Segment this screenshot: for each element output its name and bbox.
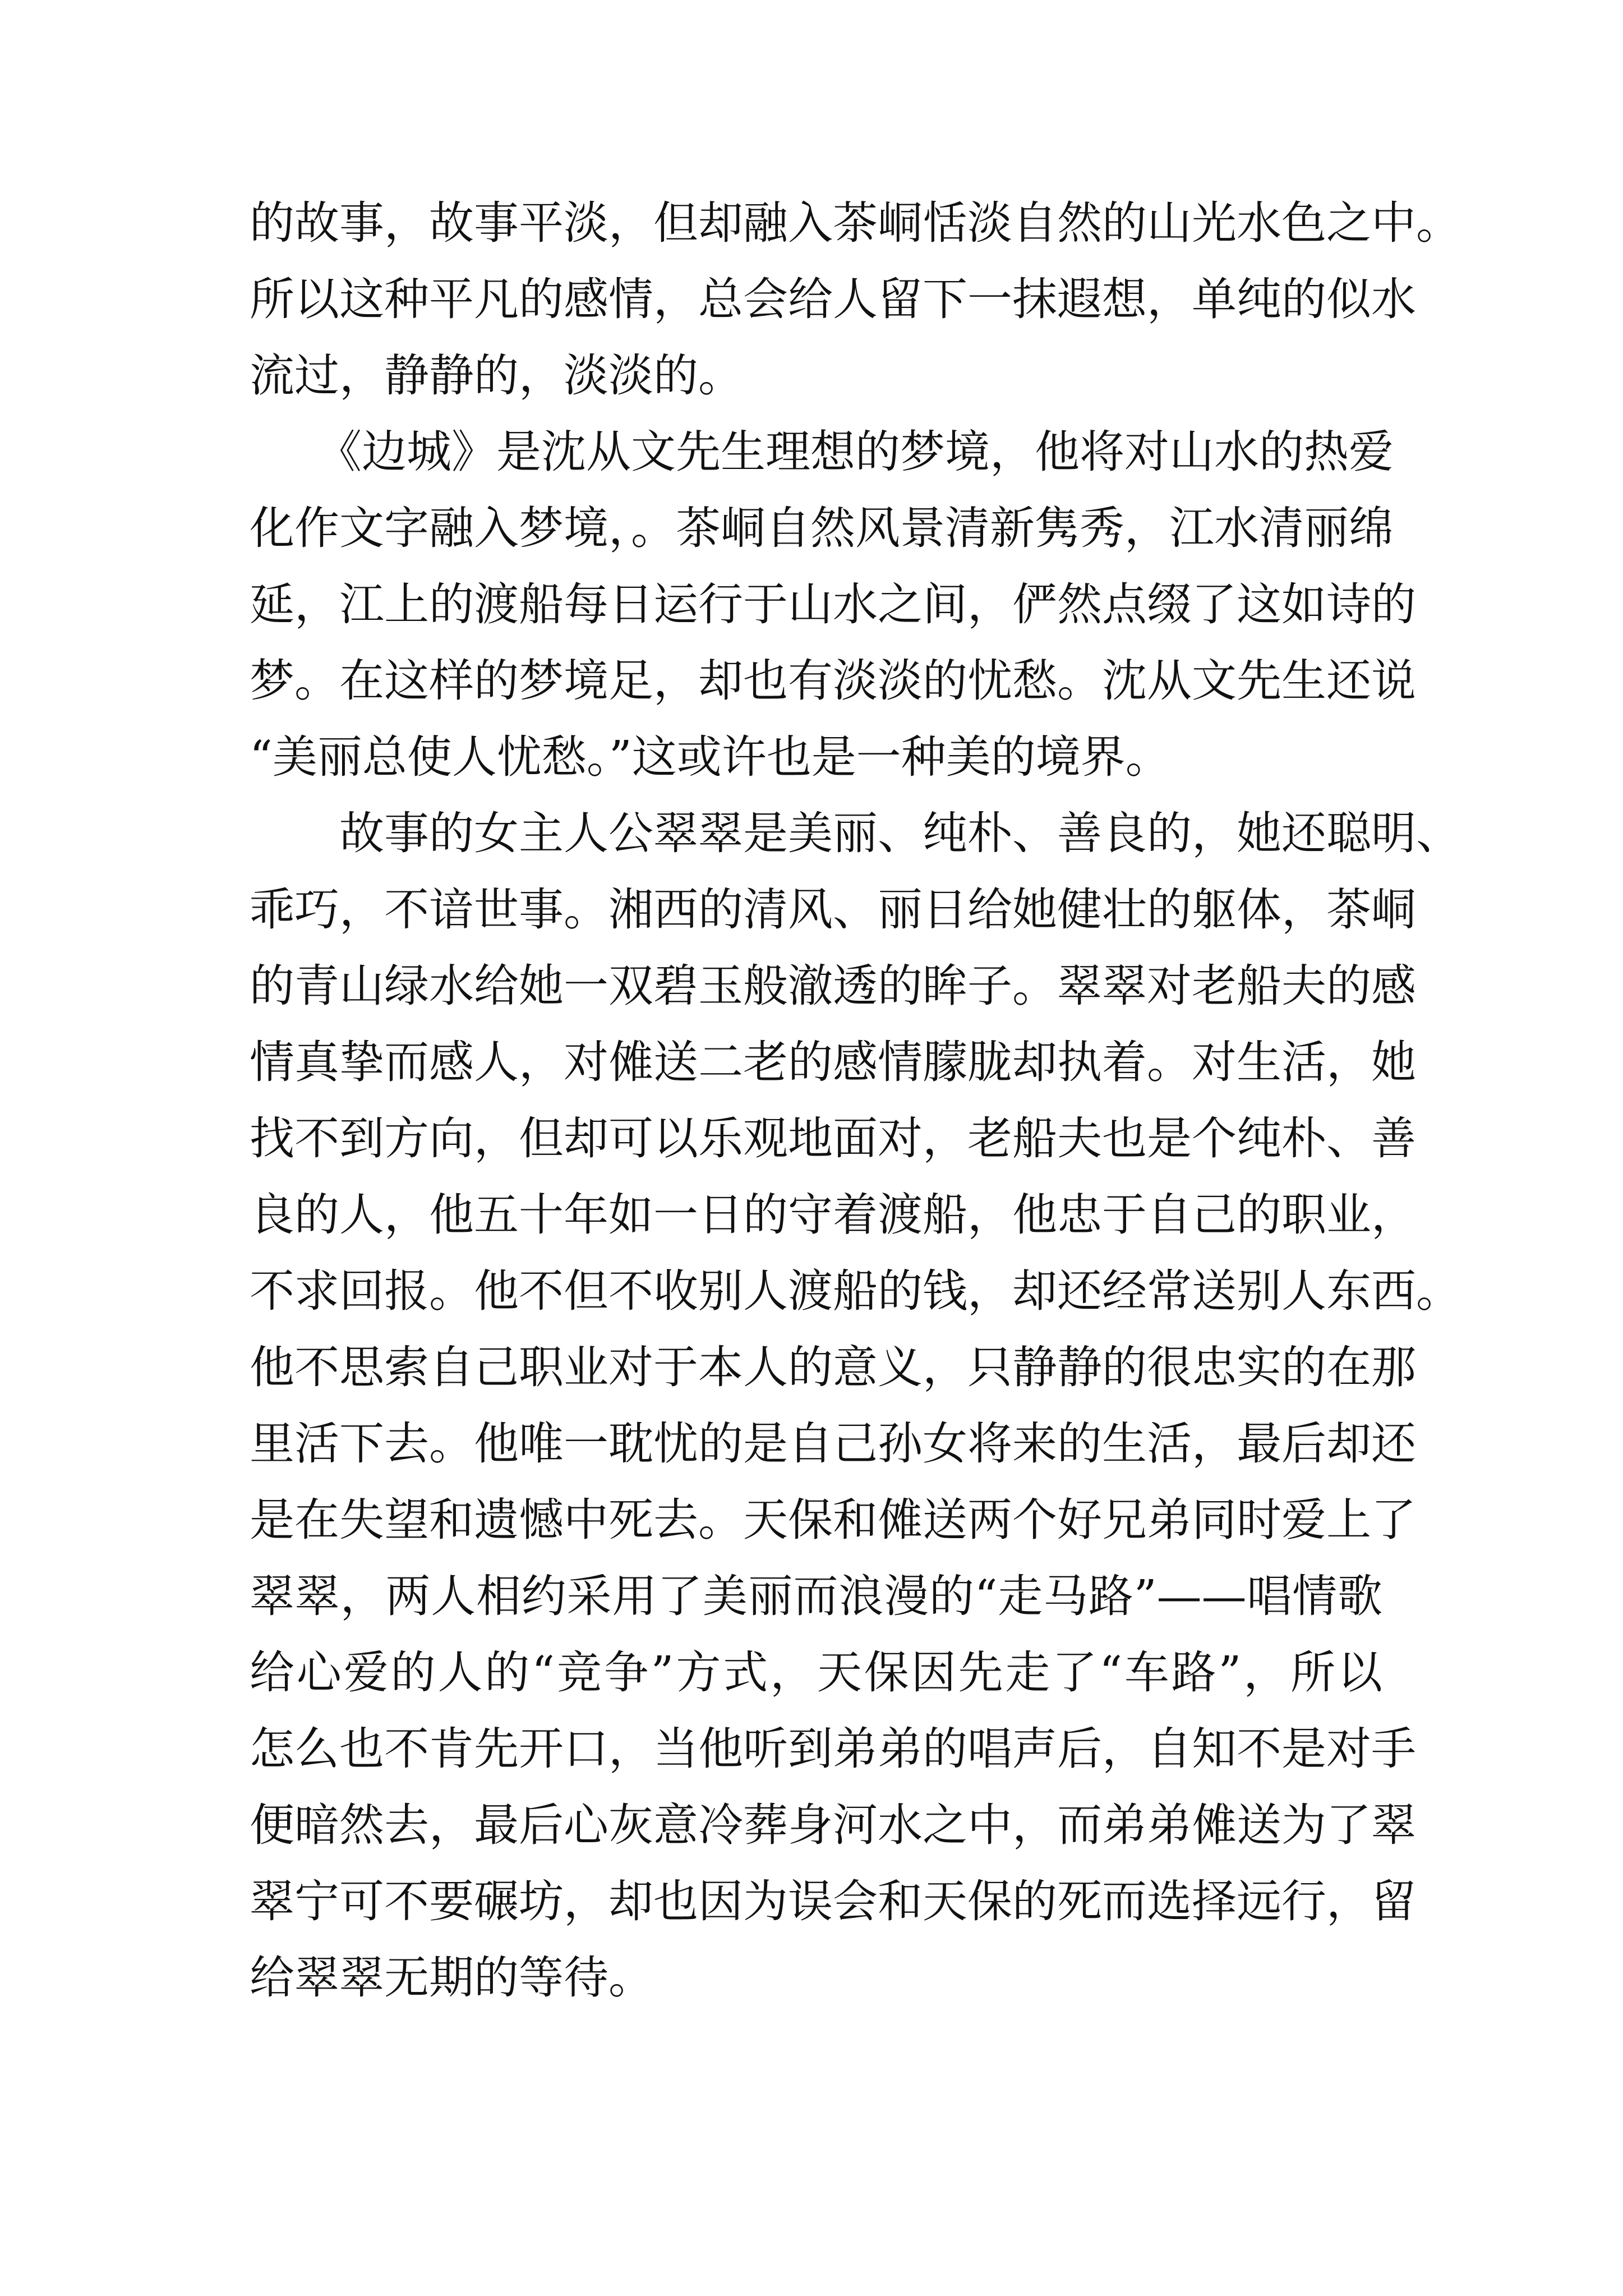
- text-line: 给翠翠无期的等待。: [250, 1952, 653, 2004]
- text-line: 的青山绿水给她一双碧玉般澈透的眸子。翠翠对老船夫的感: [250, 960, 1416, 1012]
- text-line: 的故事，故事平淡，但却融入茶峒恬淡自然的山光水色之中。: [250, 197, 1461, 249]
- text-line: 良的人，他五十年如一日的守着渡船，他忠于自己的职业，: [250, 1189, 1416, 1241]
- text-line: 给心爱的人的“竞争”方式，天保因先走了“车路”，所以: [250, 1646, 1382, 1699]
- text-line: 《边城》是沈从文先生理想的梦境，他将对山水的热爱: [250, 426, 1394, 478]
- text-line: 故事的女主人公翠翠是美丽、纯朴、善良的，她还聪明、: [250, 807, 1461, 859]
- body-text: [250, 185, 1461, 2016]
- text-line: 所以这种平凡的感情，总会给人留下一抹遐想，单纯的似水: [250, 273, 1416, 325]
- text-line: 翠宁可不要碾坊，却也因为误会和天保的死而选择远行，留: [250, 1875, 1416, 1927]
- paragraph-dreamland: [250, 414, 1416, 795]
- text-line: 不求回报。他不但不收别人渡船的钱，却还经常送别人东西。: [250, 1265, 1461, 1317]
- text-line: “美丽总使人忧愁。”这或许也是一种美的境界。: [250, 731, 1170, 783]
- text-line: 翠翠，两人相约采用了美丽而浪漫的“走马路”——唱情歌: [250, 1570, 1382, 1622]
- text-line: 乖巧，不谙世事。湘西的清风、丽日给她健壮的躯体，茶峒: [250, 884, 1416, 936]
- paragraph-story-intro-continued: [250, 185, 1461, 414]
- text-line: 是在失望和遗憾中死去。天保和傩送两个好兄弟同时爱上了: [250, 1494, 1416, 1546]
- text-line: 怎么也不肯先开口，当他听到弟弟的唱声后，自知不是对手: [250, 1723, 1416, 1775]
- text-line: 化作文字融入梦境，。茶峒自然风景清新隽秀，江水清丽绵: [250, 502, 1394, 554]
- text-line: 情真挚而感人，对傩送二老的感情朦胧却执着。对生活，她: [250, 1036, 1416, 1088]
- text-line: 流过，静静的，淡淡的。: [250, 349, 743, 402]
- text-line: 梦。在这样的梦境足，却也有淡淡的忧愁。沈从文先生还说: [250, 655, 1416, 707]
- paragraph-characters: [250, 795, 1461, 2016]
- text-line: 里活下去。他唯一耽忧的是自己孙女将来的生活，最后却还: [250, 1418, 1416, 1470]
- text-line: 他不思索自己职业对于本人的意义，只静静的很忠实的在那: [250, 1341, 1416, 1393]
- text-line: 便暗然去，最后心灰意冷葬身河水之中，而弟弟傩送为了翠: [250, 1799, 1416, 1851]
- text-line: 延，江上的渡船每日运行于山水之间，俨然点缀了这如诗的: [250, 578, 1416, 631]
- text-line: 找不到方向，但却可以乐观地面对，老船夫也是个纯朴、善: [250, 1112, 1416, 1165]
